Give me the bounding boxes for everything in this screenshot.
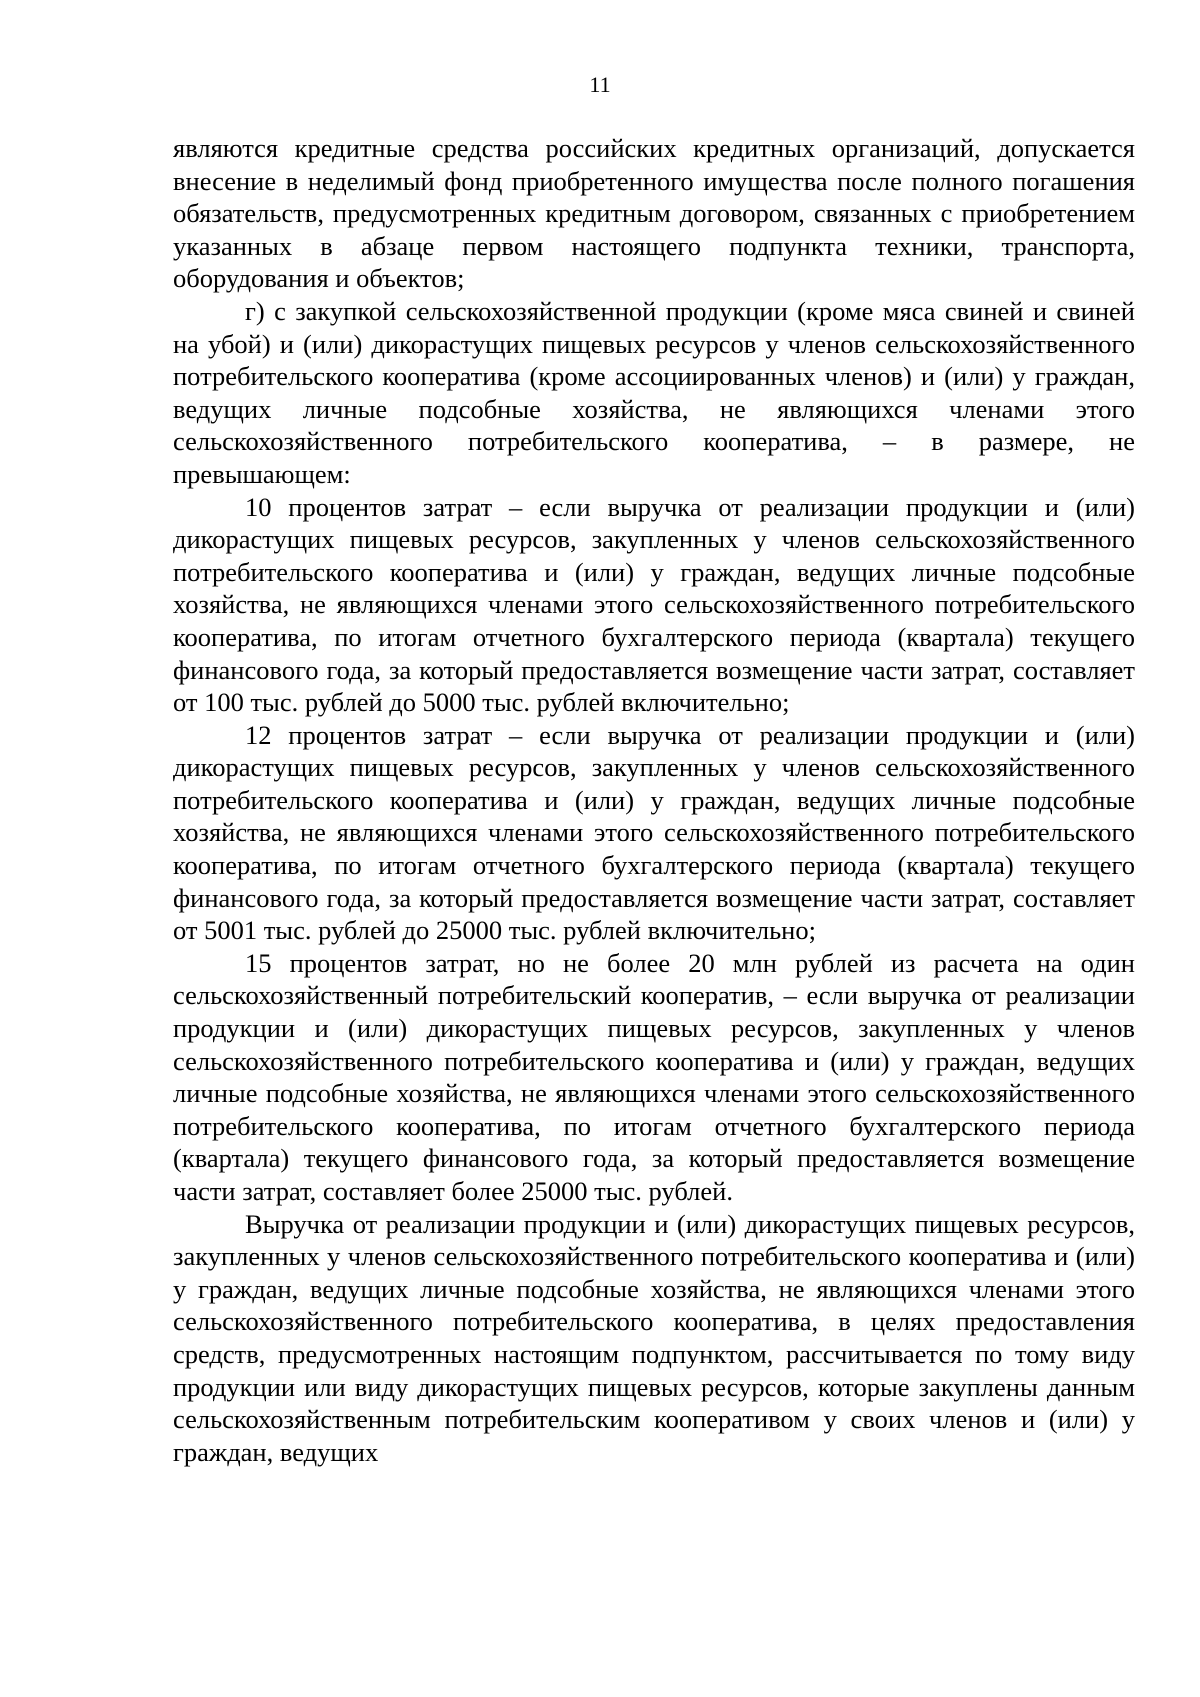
paragraph-subitem-g: г) с закупкой сельскохозяйственной продукции (кроме мяса свиней и свиней на убой) и (или) дикорастущих пищевых ресурсов у членов сельскохозяйственного потребительского кооператива (кроме ассоциированных членов) и (или) у граждан, ведущих личные подсобные хозяйства, не являющихся членами этого сельскохозяйственного потребительского кооператива, – в размере, не превышающем:: [173, 295, 1135, 489]
paragraph-12-percent: 12 процентов затрат – если выручка от реализации продукции и (или) дикорастущих пищевых ресурсов, закупленных у членов сельскохозяйственного потребительского кооператива и (или) у граждан, ведущих личные подсобные хозяйства, не являющихся членами этого сельскохозяйственного потребительского кооператива, по итогам отчетного бухгалтерского периода (квартала) текущего финансового года, за который предоставляется возмещение части затрат, составляет от 5001 тыс. рублей до 25000 тыс. рублей включительно;: [173, 719, 1135, 946]
paragraph-10-percent: 10 процентов затрат – если выручка от реализации продукции и (или) дикорастущих пищевых ресурсов, закупленных у членов сельскохозяйственного потребительского кооператива и (или) у граждан, ведущих личные подсобные хозяйства, не являющихся членами этого сельскохозяйственного потребительского кооператива, по итогам отчетного бухгалтерского периода (квартала) текущего финансового года, за который предоставляется возмещение части затрат, составляет от 100 тыс. рублей до 5000 тыс. рублей включительно;: [173, 491, 1135, 718]
paragraph-continuation: являются кредитные средства российских кредитных организаций, допускается внесение в неделимый фонд приобретенного имущества после полного погашения обязательств, предусмотренных кредитным договором, связанных с приобретением указанных в абзаце первом настоящего подпункта техники, транспорта, оборудования и объектов;: [173, 133, 1135, 294]
paragraph-revenue: Выручка от реализации продукции и (или) дикорастущих пищевых ресурсов, закупленных у членов сельскохозяйственного потребительского кооператива и (или) у граждан, ведущих личные подсобные хозяйства, не являющихся членами этого сельскохозяйственного потребительского кооператива, в целях предоставления средств, предусмотренных настоящим подпунктом, рассчитывается по тому виду продукции или виду дикорастущих пищевых ресурсов, которые закуплены данным сельскохозяйственным потребительским кооперативом у своих членов и (или) у граждан, ведущих: [173, 1208, 1135, 1467]
page-number: 11: [589, 72, 611, 97]
document-body: [173, 132, 1135, 1468]
paragraph-15-percent: 15 процентов затрат, но не более 20 млн рублей из расчета на один сельскохозяйственный потребительский кооператив, – если выручка от реализации продукции и (или) дикорастущих пищевых ресурсов, закупленных у членов сельскохозяйственного потребительского кооператива и (или) у граждан, ведущих личные подсобные хозяйства, не являющихся членами этого сельскохозяйственного потребительского кооператива, по итогам отчетного бухгалтерского периода (квартала) текущего финансового года, за который предоставляется возмещение части затрат, составляет более 25000 тыс. рублей.: [173, 947, 1135, 1206]
